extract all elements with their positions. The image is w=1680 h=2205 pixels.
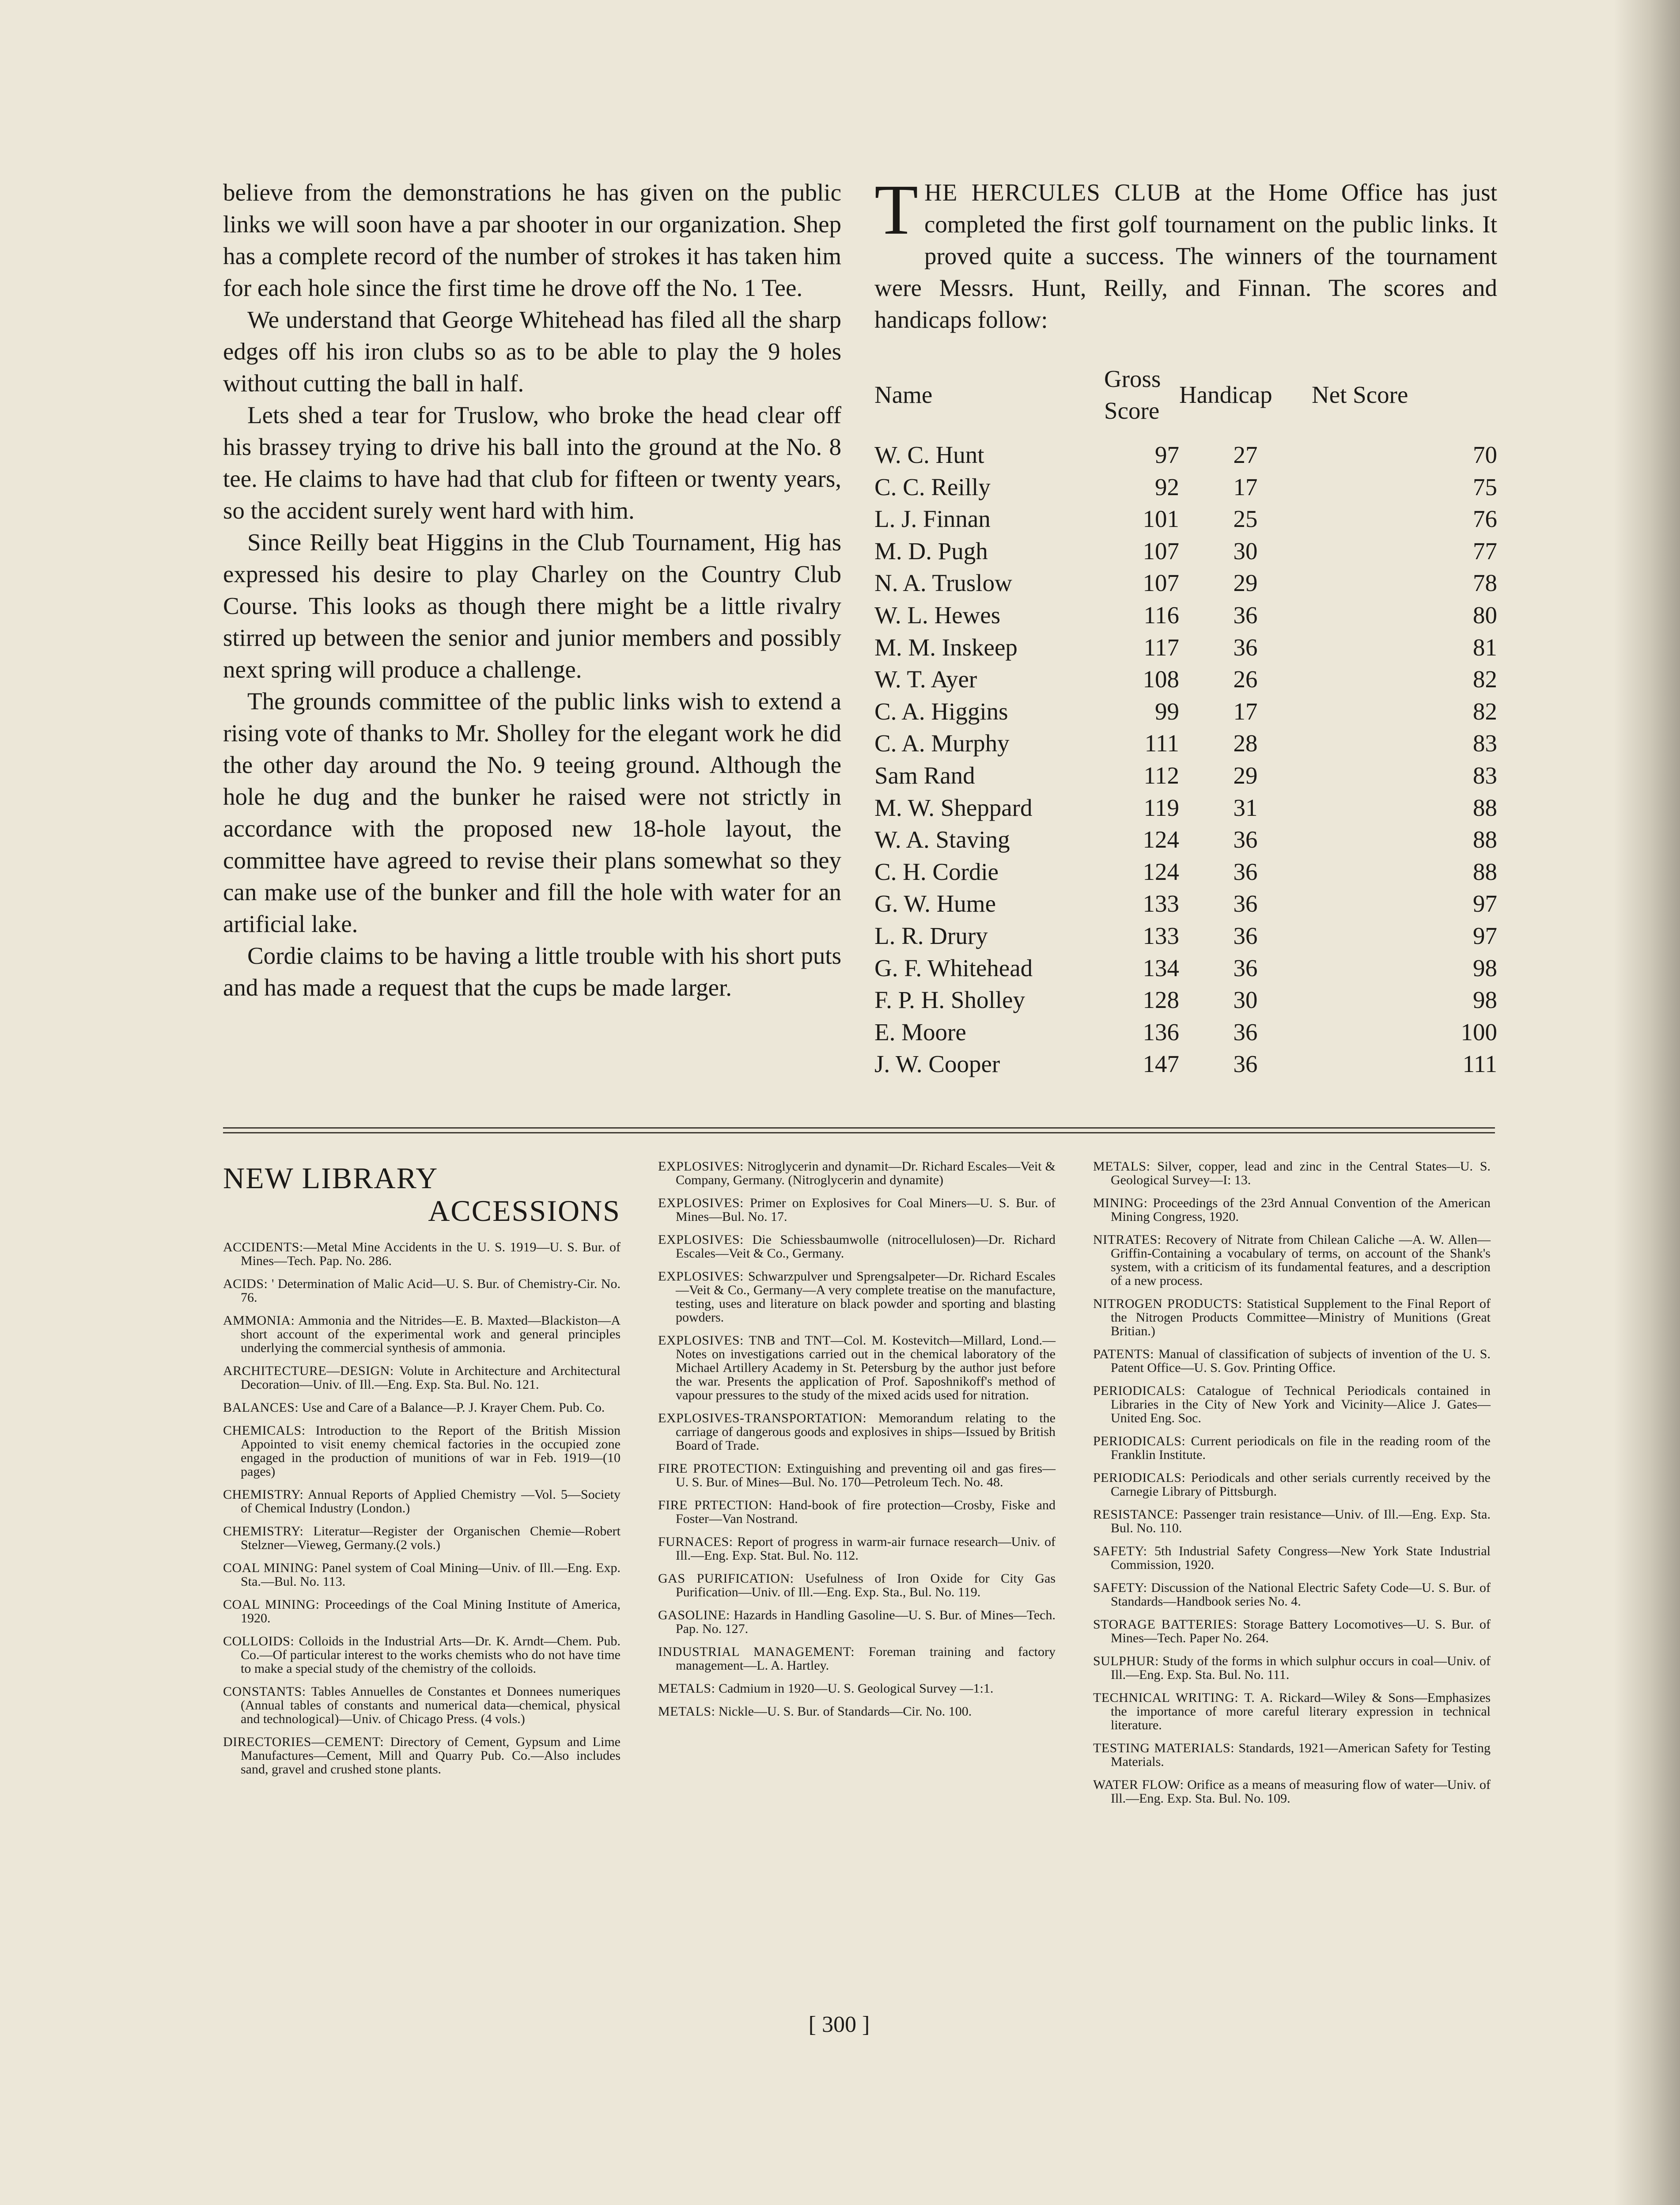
- entry-subject: CHEMISTRY:: [223, 1524, 304, 1538]
- library-entry: [223, 1598, 621, 1625]
- entry-subject: EXPLOSIVES:: [658, 1232, 744, 1247]
- net-score: 88: [1473, 858, 1497, 885]
- entry-subject: GASOLINE:: [658, 1608, 730, 1622]
- gross-score: 116: [1143, 601, 1179, 629]
- golf-note-paragraph: Since Reilly beat Higgins in the Club Tournament, Hig has expressed his desire to play Charley on the Country Club Course. This looks as though there might be a little rivalry stirred up between the senior and junior members and possibly next spring will produce a challenge.: [223, 529, 841, 683]
- library-entry: [223, 1401, 621, 1414]
- table-row: [874, 663, 1497, 696]
- library-entry: [223, 1277, 621, 1304]
- net-score: 76: [1473, 505, 1497, 533]
- golf-note-paragraph: The grounds committee of the public links wish to extend a rising vote of thanks to Mr. Sholley for the elegant work he did the other day around the No. 9 teeing ground. Although the hole he dug and the bunker he raised were not strictly in accordance with the proposed new 18-hole layout, the committee have agreed to revise their plans somewhat so they can make use of the bunker and fill the hole with water for an artificial lake.: [223, 688, 841, 937]
- hercules-intro: [874, 170, 1497, 336]
- library-entry: [658, 1411, 1056, 1452]
- player-name: Sam Rand: [874, 762, 975, 789]
- entry-subject: CONSTANTS:: [223, 1684, 306, 1699]
- handicap: 36: [1233, 858, 1258, 885]
- net-score: 100: [1461, 1018, 1497, 1046]
- gross-score: 134: [1143, 954, 1179, 981]
- table-row: [874, 792, 1497, 824]
- table-row: [874, 567, 1497, 599]
- library-entry: [658, 1498, 1056, 1526]
- tournament-scores-table: [874, 363, 1497, 1080]
- entry-text: Schwarzpulver und Sprengsalpeter—Dr. Richard Escales—Veit & Co., Germany—A very complete treatise on the manufacture, testing, uses and literature on black powder and sporting and blasting powders.: [676, 1269, 1056, 1325]
- header-gross-score: Gross Score: [1104, 365, 1161, 424]
- entry-subject: SAFETY:: [1093, 1544, 1147, 1558]
- library-entry: [658, 1705, 1056, 1718]
- entry-text: Discussion of the National Electric Safety Code—U. S. Bur. of Standards—Handbook series No. 4.: [1111, 1580, 1491, 1609]
- entry-subject: EXPLOSIVES:: [658, 1159, 744, 1174]
- net-score: 82: [1473, 697, 1497, 725]
- gross-score: 147: [1143, 1050, 1179, 1078]
- handicap: 17: [1233, 697, 1258, 725]
- player-name: C. A. Murphy: [874, 730, 1010, 757]
- library-entry: [223, 1735, 621, 1776]
- entry-text: Current periodicals on file in the reading room of the Franklin Institute.: [1111, 1434, 1491, 1462]
- entry-text: Report of progress in warm-air furnace research—Univ. of Ill.—Eng. Exp. Stat. Bul. No. 112.: [676, 1534, 1056, 1563]
- page-number: [ 300 ]: [808, 2012, 870, 2037]
- entry-subject: METALS:: [1093, 1159, 1150, 1174]
- golf-note-paragraph: We understand that George Whitehead has filed all the sharp edges off his iron clubs so as to be able to play the 9 holes without cutting the ball in half.: [223, 306, 841, 397]
- table-row: [874, 888, 1497, 920]
- library-column-3: [1093, 1159, 1491, 1815]
- player-name: J. W. Cooper: [874, 1050, 1000, 1078]
- handicap: 26: [1233, 666, 1258, 693]
- player-name: F. P. H. Sholley: [874, 986, 1025, 1014]
- entry-subject: CHEMISTRY:: [223, 1487, 304, 1502]
- entry-subject: FIRE PROTECTION:: [658, 1461, 782, 1476]
- entry-subject: PERIODICALS:: [1093, 1383, 1186, 1398]
- handicap: 29: [1233, 762, 1258, 789]
- header-handicap: Handicap: [1179, 381, 1272, 408]
- net-score: 77: [1473, 537, 1497, 565]
- player-name: W. L. Hewes: [874, 601, 1001, 629]
- handicap: 27: [1233, 441, 1258, 468]
- entry-subject: ACIDS:: [223, 1277, 268, 1291]
- gross-score: 107: [1143, 569, 1179, 597]
- library-entry: [658, 1462, 1056, 1489]
- table-header-row: [874, 363, 1497, 439]
- library-entry: [658, 1159, 1056, 1187]
- library-entry: [1093, 1233, 1491, 1288]
- entry-subject: TESTING MATERIALS:: [1093, 1741, 1235, 1755]
- entry-text: Die Schiessbaumwolle (nitrocellulosen)—Dr. Richard Escales—Veit & Co., Germany.: [676, 1232, 1056, 1261]
- entry-text: Use and Care of a Balance—P. J. Krayer Chem. Pub. Co.: [299, 1400, 605, 1415]
- net-score: 75: [1473, 473, 1497, 500]
- gross-score: 119: [1143, 794, 1179, 821]
- handicap: 30: [1233, 986, 1258, 1014]
- header-net-score: Net Score: [1312, 381, 1408, 408]
- entry-text: Orifice as a means of measuring flow of water—Univ. of Ill.—Eng. Exp. Sta. Bul. No. 109.: [1111, 1777, 1491, 1806]
- net-score: 82: [1473, 666, 1497, 693]
- entry-text: Passenger train resistance—Univ. of Ill.—Eng. Exp. Sta. Bul. No. 110.: [1111, 1507, 1491, 1535]
- table-row: [874, 535, 1497, 568]
- entry-text: Literatur—Register der Organischen Chemie—Robert Stelzner—Vieweg, Germany.(2 vols.): [241, 1524, 621, 1552]
- entry-text: Proceedings of the 23rd Annual Convention of the American Mining Congress, 1920.: [1111, 1196, 1491, 1224]
- player-name: W. T. Ayer: [874, 666, 977, 693]
- library-entry: [658, 1196, 1056, 1224]
- net-score: 83: [1473, 730, 1497, 757]
- entry-text: Ammonia and the Nitrides—E. B. Maxted—Blackiston—A short account of the experimental work and general principles underlying the commercial synthesis of ammonia.: [241, 1313, 621, 1355]
- library-entry: [1093, 1384, 1491, 1425]
- table-row: [874, 632, 1497, 664]
- handicap: 36: [1233, 890, 1258, 917]
- library-entry: [223, 1424, 621, 1478]
- gross-score: 107: [1143, 537, 1179, 565]
- entry-text: 5th Industrial Safety Congress—New York State Industrial Commission, 1920.: [1111, 1544, 1491, 1572]
- library-entry: [223, 1634, 621, 1675]
- gross-score: 111: [1144, 730, 1179, 757]
- player-name: W. A. Staving: [874, 826, 1010, 853]
- entry-subject: STORAGE BATTERIES:: [1093, 1617, 1237, 1632]
- library-entry: [1093, 1508, 1491, 1535]
- net-score: 70: [1473, 441, 1497, 468]
- player-name: M. M. Inskeep: [874, 633, 1018, 661]
- net-score: 88: [1473, 826, 1497, 853]
- entry-subject: FIRE PRTECTION:: [658, 1498, 772, 1512]
- scores-body: [874, 439, 1497, 1080]
- entry-subject: EXPLOSIVES:: [658, 1269, 744, 1284]
- entry-subject: PATENTS:: [1093, 1347, 1154, 1361]
- entry-subject: METALS:: [658, 1681, 715, 1696]
- golf-note-paragraph: believe from the demonstrations he has given on the public links we will soon have a par shooter in our organization. Shep has a complete record of the number of strokes it has taken him for each hole since the first time he drove off the No. 1 Tee.: [223, 179, 841, 301]
- table-row: [874, 727, 1497, 760]
- gross-score: 133: [1143, 922, 1179, 949]
- entry-subject: NITROGEN PRODUCTS:: [1093, 1296, 1242, 1311]
- entry-text: Nickle—U. S. Bur. of Standards—Cir. No. 100.: [715, 1704, 972, 1719]
- library-column-2: [658, 1159, 1056, 1728]
- player-name: G. W. Hume: [874, 890, 996, 917]
- entry-subject: INDUSTRIAL MANAGEMENT:: [658, 1644, 855, 1659]
- entry-text: ' Determination of Malic Acid—U. S. Bur. of Chemistry-Cir. No. 76.: [241, 1277, 621, 1305]
- library-entry: [658, 1645, 1056, 1672]
- player-name: M. D. Pugh: [874, 537, 988, 565]
- entry-subject: MINING:: [1093, 1196, 1148, 1210]
- entry-text: Study of the forms in which sulphur occurs in coal—Univ. of Ill.—Eng. Exp. Sta. Bul. No. 111.: [1111, 1654, 1491, 1682]
- entry-subject: AMMONIA:: [223, 1313, 295, 1328]
- library-entries: [658, 1159, 1056, 1718]
- library-entry: [658, 1572, 1056, 1599]
- entry-text: Tables Annuelles de Constantes et Donnees numeriques (Annual tables of constants and numerical data—chemical, physical and technological)—Univ. of Chicago Press. (4 vols.): [241, 1684, 621, 1726]
- net-score: 88: [1473, 794, 1497, 821]
- table-row: [874, 856, 1497, 888]
- entry-text: —Metal Mine Accidents in the U. S. 1919—U. S. Bur. of Mines—Tech. Pap. No. 286.: [241, 1240, 621, 1268]
- table-row: [874, 696, 1497, 728]
- handicap: 36: [1233, 633, 1258, 661]
- entry-text: Volute in Architecture and Architectural Decoration—Univ. of Ill.—Eng. Exp. Sta. Bul. No. 121.: [241, 1364, 621, 1392]
- entry-subject: EXPLOSIVES:: [658, 1196, 744, 1210]
- library-entry: [658, 1334, 1056, 1402]
- entry-subject: NITRATES:: [1093, 1232, 1162, 1247]
- library-heading-line2: ACCESSIONS: [428, 1194, 621, 1228]
- gross-score: 99: [1155, 697, 1179, 725]
- entry-subject: COAL MINING:: [223, 1561, 318, 1575]
- table-row: [874, 984, 1497, 1016]
- handicap: 36: [1233, 826, 1258, 853]
- library-entry: [1093, 1471, 1491, 1498]
- entry-subject: RESISTANCE:: [1093, 1507, 1179, 1522]
- handicap: 28: [1233, 730, 1258, 757]
- library-entry: [658, 1682, 1056, 1695]
- library-entry: [1093, 1347, 1491, 1375]
- player-name: N. A. Truslow: [874, 569, 1012, 597]
- drop-cap: T: [874, 170, 918, 250]
- entry-text: T. A. Rickard—Wiley & Sons—Emphasizes the importance of more careful literary expression in technical literature.: [1111, 1690, 1491, 1732]
- gross-score: 136: [1143, 1018, 1179, 1046]
- gross-score: 101: [1143, 505, 1179, 533]
- entry-text: Nitroglycerin and dynamit—Dr. Richard Escales—Veit & Company, Germany. (Nitroglycerin and dynamite): [676, 1159, 1056, 1187]
- hercules-club-article: [874, 170, 1497, 1080]
- gross-score: 117: [1143, 633, 1179, 661]
- library-entry: [1093, 1159, 1491, 1187]
- handicap: 30: [1233, 537, 1258, 565]
- handicap: 36: [1233, 1050, 1258, 1078]
- handicap: 29: [1233, 569, 1258, 597]
- library-entry: [223, 1685, 621, 1726]
- entry-text: Annual Reports of Applied Chemistry —Vol. 5—Society of Chemical Industry (London.): [241, 1487, 621, 1515]
- gross-score: 124: [1143, 826, 1179, 853]
- player-name: L. R. Drury: [874, 922, 988, 949]
- entry-text: Recovery of Nitrate from Chilean Caliche —A. W. Allen—Griffin-Containing a vocabulary of terms, on account of the Shank's system, with a criticism of its fundamental features, and a description of a new process.: [1111, 1232, 1491, 1288]
- gross-score: 108: [1143, 666, 1179, 693]
- library-entry: [1093, 1691, 1491, 1732]
- golf-note-paragraph: Lets shed a tear for Truslow, who broke the head clear off his brassey trying to drive his ball into the ground at the No. 8 tee. He claims to have had that club for fifteen or twenty years, so the accident surely went hard with him.: [223, 402, 841, 524]
- binding-shadow: [1614, 0, 1680, 2205]
- entry-subject: CHEMICALS:: [223, 1423, 306, 1438]
- entry-text: Cadmium in 1920—U. S. Geological Survey —1:1.: [715, 1681, 994, 1696]
- header-name: Name: [874, 381, 933, 408]
- handicap: 36: [1233, 922, 1258, 949]
- library-heading: [223, 1162, 621, 1227]
- net-score: 78: [1473, 569, 1497, 597]
- gross-score: 128: [1143, 986, 1179, 1014]
- library-entry: [1093, 1741, 1491, 1769]
- entry-subject: ARCHITECTURE—DESIGN:: [223, 1364, 394, 1378]
- handicap: 17: [1233, 473, 1258, 500]
- entry-text: Primer on Explosives for Coal Miners—U. S. Bur. of Mines—Bul. No. 17.: [676, 1196, 1056, 1224]
- entry-subject: DIRECTORIES—CEMENT:: [223, 1735, 384, 1749]
- entry-text: Directory of Cement, Gypsum and Lime Manufactures—Cement, Mill and Quarry Pub. Co.—Also includes sand, gravel and crushed stone plants.: [241, 1735, 621, 1777]
- handicap: 31: [1233, 794, 1258, 821]
- net-score: 81: [1473, 633, 1497, 661]
- article-lead: HE HERCULES CLUB: [924, 179, 1181, 206]
- entry-subject: BALANCES:: [223, 1400, 299, 1415]
- entry-subject: PERIODICALS:: [1093, 1434, 1186, 1448]
- entry-text: Standards, 1921—American Safety for Testing Materials.: [1111, 1741, 1491, 1769]
- library-entry: [1093, 1654, 1491, 1682]
- library-entry: [1093, 1544, 1491, 1572]
- library-entry: [1093, 1618, 1491, 1645]
- entry-subject: EXPLOSIVES-TRANSPORTATION:: [658, 1411, 867, 1425]
- library-entry: [658, 1233, 1056, 1260]
- player-name: G. F. Whitehead: [874, 954, 1033, 981]
- gross-score: 97: [1155, 441, 1179, 468]
- library-entry: [223, 1364, 621, 1391]
- library-entry: [223, 1561, 621, 1588]
- library-entry: [658, 1535, 1056, 1562]
- library-entry: [1093, 1297, 1491, 1338]
- entry-text: Hazards in Handling Gasoline—U. S. Bur. of Mines—Tech. Pap. No. 127.: [676, 1608, 1056, 1636]
- net-score: 97: [1473, 922, 1497, 949]
- player-name: M. W. Sheppard: [874, 794, 1033, 821]
- library-entry: [223, 1314, 621, 1355]
- table-row: [874, 599, 1497, 632]
- entry-subject: PERIODICALS:: [1093, 1470, 1186, 1485]
- gross-score: 133: [1143, 890, 1179, 917]
- player-name: E. Moore: [874, 1018, 966, 1046]
- library-entries: [1093, 1159, 1491, 1805]
- table-row: [874, 503, 1497, 535]
- handicap: 25: [1233, 505, 1258, 533]
- handicap: 36: [1233, 954, 1258, 981]
- entry-subject: FURNACES:: [658, 1534, 733, 1549]
- entry-subject: GAS PURIFICATION:: [658, 1571, 794, 1586]
- entry-subject: SULPHUR:: [1093, 1654, 1159, 1668]
- table-row: [874, 824, 1497, 856]
- entry-text: Catalogue of Technical Periodicals contained in Libraries in the City of New York and Vicinity—Alice J. Gates—United Eng. Soc.: [1111, 1383, 1491, 1425]
- entry-text: Proceedings of the Coal Mining Institute of America, 1920.: [241, 1597, 621, 1625]
- net-score: 83: [1473, 762, 1497, 789]
- player-name: C. H. Cordie: [874, 858, 999, 885]
- entry-text: Statistical Supplement to the Final Report of the Nitrogen Products Committee—Ministry of Munitions (Great Britian.): [1111, 1296, 1491, 1338]
- net-score: 98: [1473, 986, 1497, 1014]
- library-column-1: [223, 1162, 621, 1785]
- net-score: 80: [1473, 601, 1497, 629]
- entry-text: Usefulness of Iron Oxide for City Gas Purification—Univ. of Ill.—Eng. Exp. Sta., Bul. No. 119.: [676, 1571, 1056, 1599]
- table-row: [874, 1016, 1497, 1049]
- entry-text: Hand-book of fire protection—Crosby, Fiske and Foster—Van Nostrand.: [676, 1498, 1056, 1526]
- article-intro-text: at the Home Office has just completed the first golf tournament on the public links. It proved quite a success. The winners of the tournament were Messrs. Hunt, Reilly, and Finnan. The scores and handicaps follow:: [874, 179, 1497, 333]
- entry-subject: ACCIDENTS:: [223, 1240, 303, 1254]
- entry-subject: EXPLOSIVES:: [658, 1333, 744, 1348]
- table-row: [874, 471, 1497, 504]
- entry-text: Memorandum relating to the carriage of dangerous goods and explosives in ships—Issued by British Board of Trade.: [676, 1411, 1056, 1453]
- entry-subject: SAFETY:: [1093, 1580, 1147, 1595]
- library-entry: [1093, 1778, 1491, 1805]
- player-name: C. A. Higgins: [874, 697, 1008, 725]
- library-entry: [658, 1608, 1056, 1636]
- library-entry: [658, 1269, 1056, 1324]
- library-entry: [1093, 1434, 1491, 1462]
- entry-text: Introduction to the Report of the British Mission Appointed to visit enemy chemical factories in the occupied zone engaged in the production of munitions of war in Feb. 1919—(10 pages): [241, 1423, 621, 1479]
- library-entry: [1093, 1196, 1491, 1224]
- player-name: C. C. Reilly: [874, 473, 991, 500]
- library-entry: [1093, 1581, 1491, 1608]
- table-row: [874, 1048, 1497, 1080]
- handicap: 36: [1233, 1018, 1258, 1046]
- handicap: 36: [1233, 601, 1258, 629]
- table-row: [874, 439, 1497, 471]
- net-score: 97: [1473, 890, 1497, 917]
- player-name: W. C. Hunt: [874, 441, 984, 468]
- entry-text: Extinguishing and preventing oil and gas fires— U. S. Bur. of Mines—Bul. No. 170—Petroleum Tech. No. 48.: [676, 1461, 1056, 1489]
- library-entry: [223, 1488, 621, 1515]
- golf-notes-column: [223, 177, 841, 1004]
- table-row: [874, 760, 1497, 792]
- entry-text: Foreman training and factory management—L. A. Hartley.: [676, 1644, 1056, 1673]
- entry-text: Panel system of Coal Mining—Univ. of Ill.—Eng. Exp. Sta.—Bul. No. 113.: [241, 1561, 621, 1589]
- entry-text: TNB and TNT—Col. M. Kostevitch—Millard, Lond.—Notes on investigations carried out in the chemical laboratory of the Michael Artillery Academy in St. Petersburg by the author just before the war. Presents the application of Prof. Saposhnikoff's method of vapour pressures to the study of the mixed acids used for nitration.: [676, 1333, 1056, 1402]
- gross-score: 92: [1155, 473, 1179, 500]
- library-entries: [223, 1240, 621, 1776]
- library-heading-line1: NEW LIBRARY: [223, 1161, 439, 1195]
- table-row: [874, 920, 1497, 952]
- library-entry: [223, 1240, 621, 1268]
- entry-text: Periodicals and other serials currently received by the Carnegie Library of Pittsburgh.: [1111, 1470, 1491, 1499]
- entry-subject: COLLOIDS:: [223, 1634, 295, 1648]
- golf-note-paragraph: Cordie claims to be having a little trouble with his short puts and has made a request that the cups be made larger.: [223, 942, 841, 1001]
- entry-subject: WATER FLOW:: [1093, 1777, 1184, 1792]
- entry-subject: METALS:: [658, 1704, 715, 1719]
- gross-score: 112: [1143, 762, 1179, 789]
- gross-score: 124: [1143, 858, 1179, 885]
- entry-text: Manual of classification of subjects of invention of the U. S. Patent Office—U. S. Gov. Printing Office.: [1111, 1347, 1491, 1375]
- entry-subject: COAL MINING:: [223, 1597, 320, 1612]
- player-name: L. J. Finnan: [874, 505, 991, 533]
- entry-text: Silver, copper, lead and zinc in the Central States—U. S. Geological Survey—I: 13.: [1111, 1159, 1491, 1187]
- table-row: [874, 952, 1497, 985]
- section-divider: [223, 1127, 1495, 1133]
- entry-subject: TECHNICAL WRITING:: [1093, 1690, 1239, 1705]
- net-score: 98: [1473, 954, 1497, 981]
- entry-text: Colloids in the Industrial Arts—Dr. K. Arndt—Chem. Pub. Co.—Of particular interest to the works chemists who do not have time to make a special study of the chemistry of the colloids.: [241, 1634, 621, 1676]
- library-entry: [223, 1524, 621, 1552]
- entry-text: Storage Battery Locomotives—U. S. Bur. of Mines—Tech. Paper No. 264.: [1111, 1617, 1491, 1645]
- net-score: 111: [1462, 1050, 1497, 1078]
